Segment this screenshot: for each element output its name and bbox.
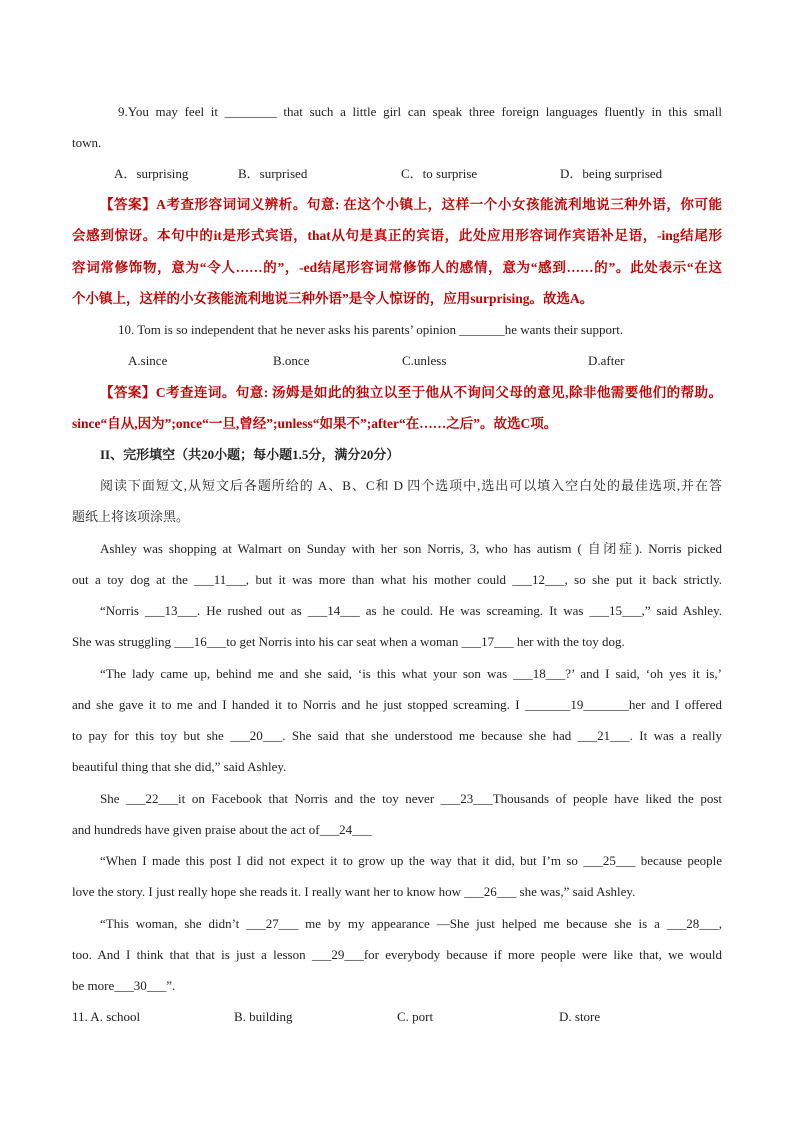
passage-line: “When I made this post I did not expect it to grow up the way that it did, but I’m so ___25___ because people bbox=[100, 853, 722, 868]
passage-line: “Norris ___13___. He rushed out as ___14___ as he could. He was screaming. It was ___15___,” said Ashley. bbox=[100, 603, 722, 618]
question-11-option-b: B. building bbox=[234, 1009, 293, 1024]
answer-9-line: 容词常修饰物，意为“令人……的”，-ed结尾形容词常修饰人的感情，意为“感到……的”。此处表示“在这 bbox=[72, 260, 722, 275]
question-9-option-a: A．surprising bbox=[114, 166, 189, 181]
passage-line: to pay for this toy but she ___20___. She said that she understood me because she had ___21___. It was a really bbox=[72, 728, 722, 743]
passage-line: be more___30___”. bbox=[72, 978, 176, 993]
question-11-option-d: D. store bbox=[559, 1009, 601, 1024]
passage-line: and hundreds have given praise about the act of___24___ bbox=[72, 822, 372, 837]
question-9-option-d: D．being surprised bbox=[560, 166, 663, 181]
question-9-stem-cont: town. bbox=[72, 135, 102, 150]
answer-10-line: since“自从,因为”;once“一旦,曾经”;unless“如果不”;after“在……之后”。故选C项。 bbox=[72, 416, 558, 431]
answer-10-line: 【答案】C考查连词。句意: 汤姆是如此的独立以至于他从不询问父母的意见,除非他需要他们的帮助。 bbox=[100, 385, 722, 400]
passage-line: too. And I think that that is just a lesson ___29___for everybody because if more people were like that, we would bbox=[72, 947, 722, 962]
passage-line: “This woman, she didn’t ___27___ me by my appearance —She just helped me because she is a ___28___, bbox=[100, 916, 722, 931]
passage-line: beautiful thing that she did,” said Ashley. bbox=[72, 759, 287, 774]
passage-line: love the story. I just really hope she reads it. I really want her to know how ___26___ she was,” said Ashley. bbox=[72, 884, 636, 899]
question-10-stem: 10. Tom is so independent that he never asks his parents’ opinion _______he wants their support. bbox=[118, 322, 624, 337]
passage-line: She was struggling ___16___to get Norris into his car seat when a woman ___17___ her with the toy dog. bbox=[72, 634, 625, 649]
passage-line: She ___22___it on Facebook that Norris and the toy never ___23___Thousands of people have liked the post bbox=[100, 791, 722, 806]
question-9-stem: 9.You may feel it ________ that such a little girl can speak three foreign languages fluently in this small bbox=[118, 104, 722, 119]
section-instruction: 题纸上将该项涂黑。 bbox=[72, 509, 190, 524]
section-instruction: 阅读下面短文,从短文后各题所给的 A、B、C和 D 四个选项中,选出可以填入空白处的最佳选项,并在答 bbox=[100, 478, 722, 493]
question-10-option-b: B.once bbox=[273, 353, 310, 368]
question-11-option-a: 11. A. school bbox=[72, 1009, 141, 1024]
question-10-option-c: C.unless bbox=[402, 353, 447, 368]
question-9-option-c: C．to surprise bbox=[401, 166, 478, 181]
passage-line: Ashley was shopping at Walmart on Sunday with her son Norris, 3, who has autism ( 自闭症). Norris picked bbox=[100, 541, 722, 556]
question-11-option-c: C. port bbox=[397, 1009, 434, 1024]
question-10-option-a: A.since bbox=[128, 353, 168, 368]
section-heading: II、完形填空（共20小题；每小题1.5分，满分20分） bbox=[100, 447, 400, 462]
answer-9-line: 会感到惊讶。本句中的it是形式宾语，that从句是真正的宾语，此处应用形容词作宾语补足语，-ing结尾形 bbox=[72, 228, 722, 243]
question-10-option-d: D.after bbox=[588, 353, 625, 368]
question-9-option-b: B．surprised bbox=[238, 166, 308, 181]
answer-9-line: 【答案】A考查形容词词义辨析。句意: 在这个小镇上，这样一个小女孩能流利地说三种外语，你可能 bbox=[100, 197, 722, 212]
passage-line: and she gave it to me and I handed it to Norris and he just stopped screaming. I _______19_______her and I offered bbox=[72, 697, 722, 712]
answer-9-line: 个小镇上，这样的小女孩能流利地说三种外语”是令人惊讶的，应用surprising。故选A。 bbox=[72, 291, 594, 306]
passage-line: “The lady came up, behind me and she said, ‘is this what your son was ___18___?’ and I said, ‘oh yes it is,’ bbox=[100, 666, 722, 681]
passage-line: out a toy dog at the ___11___, but it was more than what his mother could ___12___, so she put it back strictly. bbox=[72, 572, 722, 587]
